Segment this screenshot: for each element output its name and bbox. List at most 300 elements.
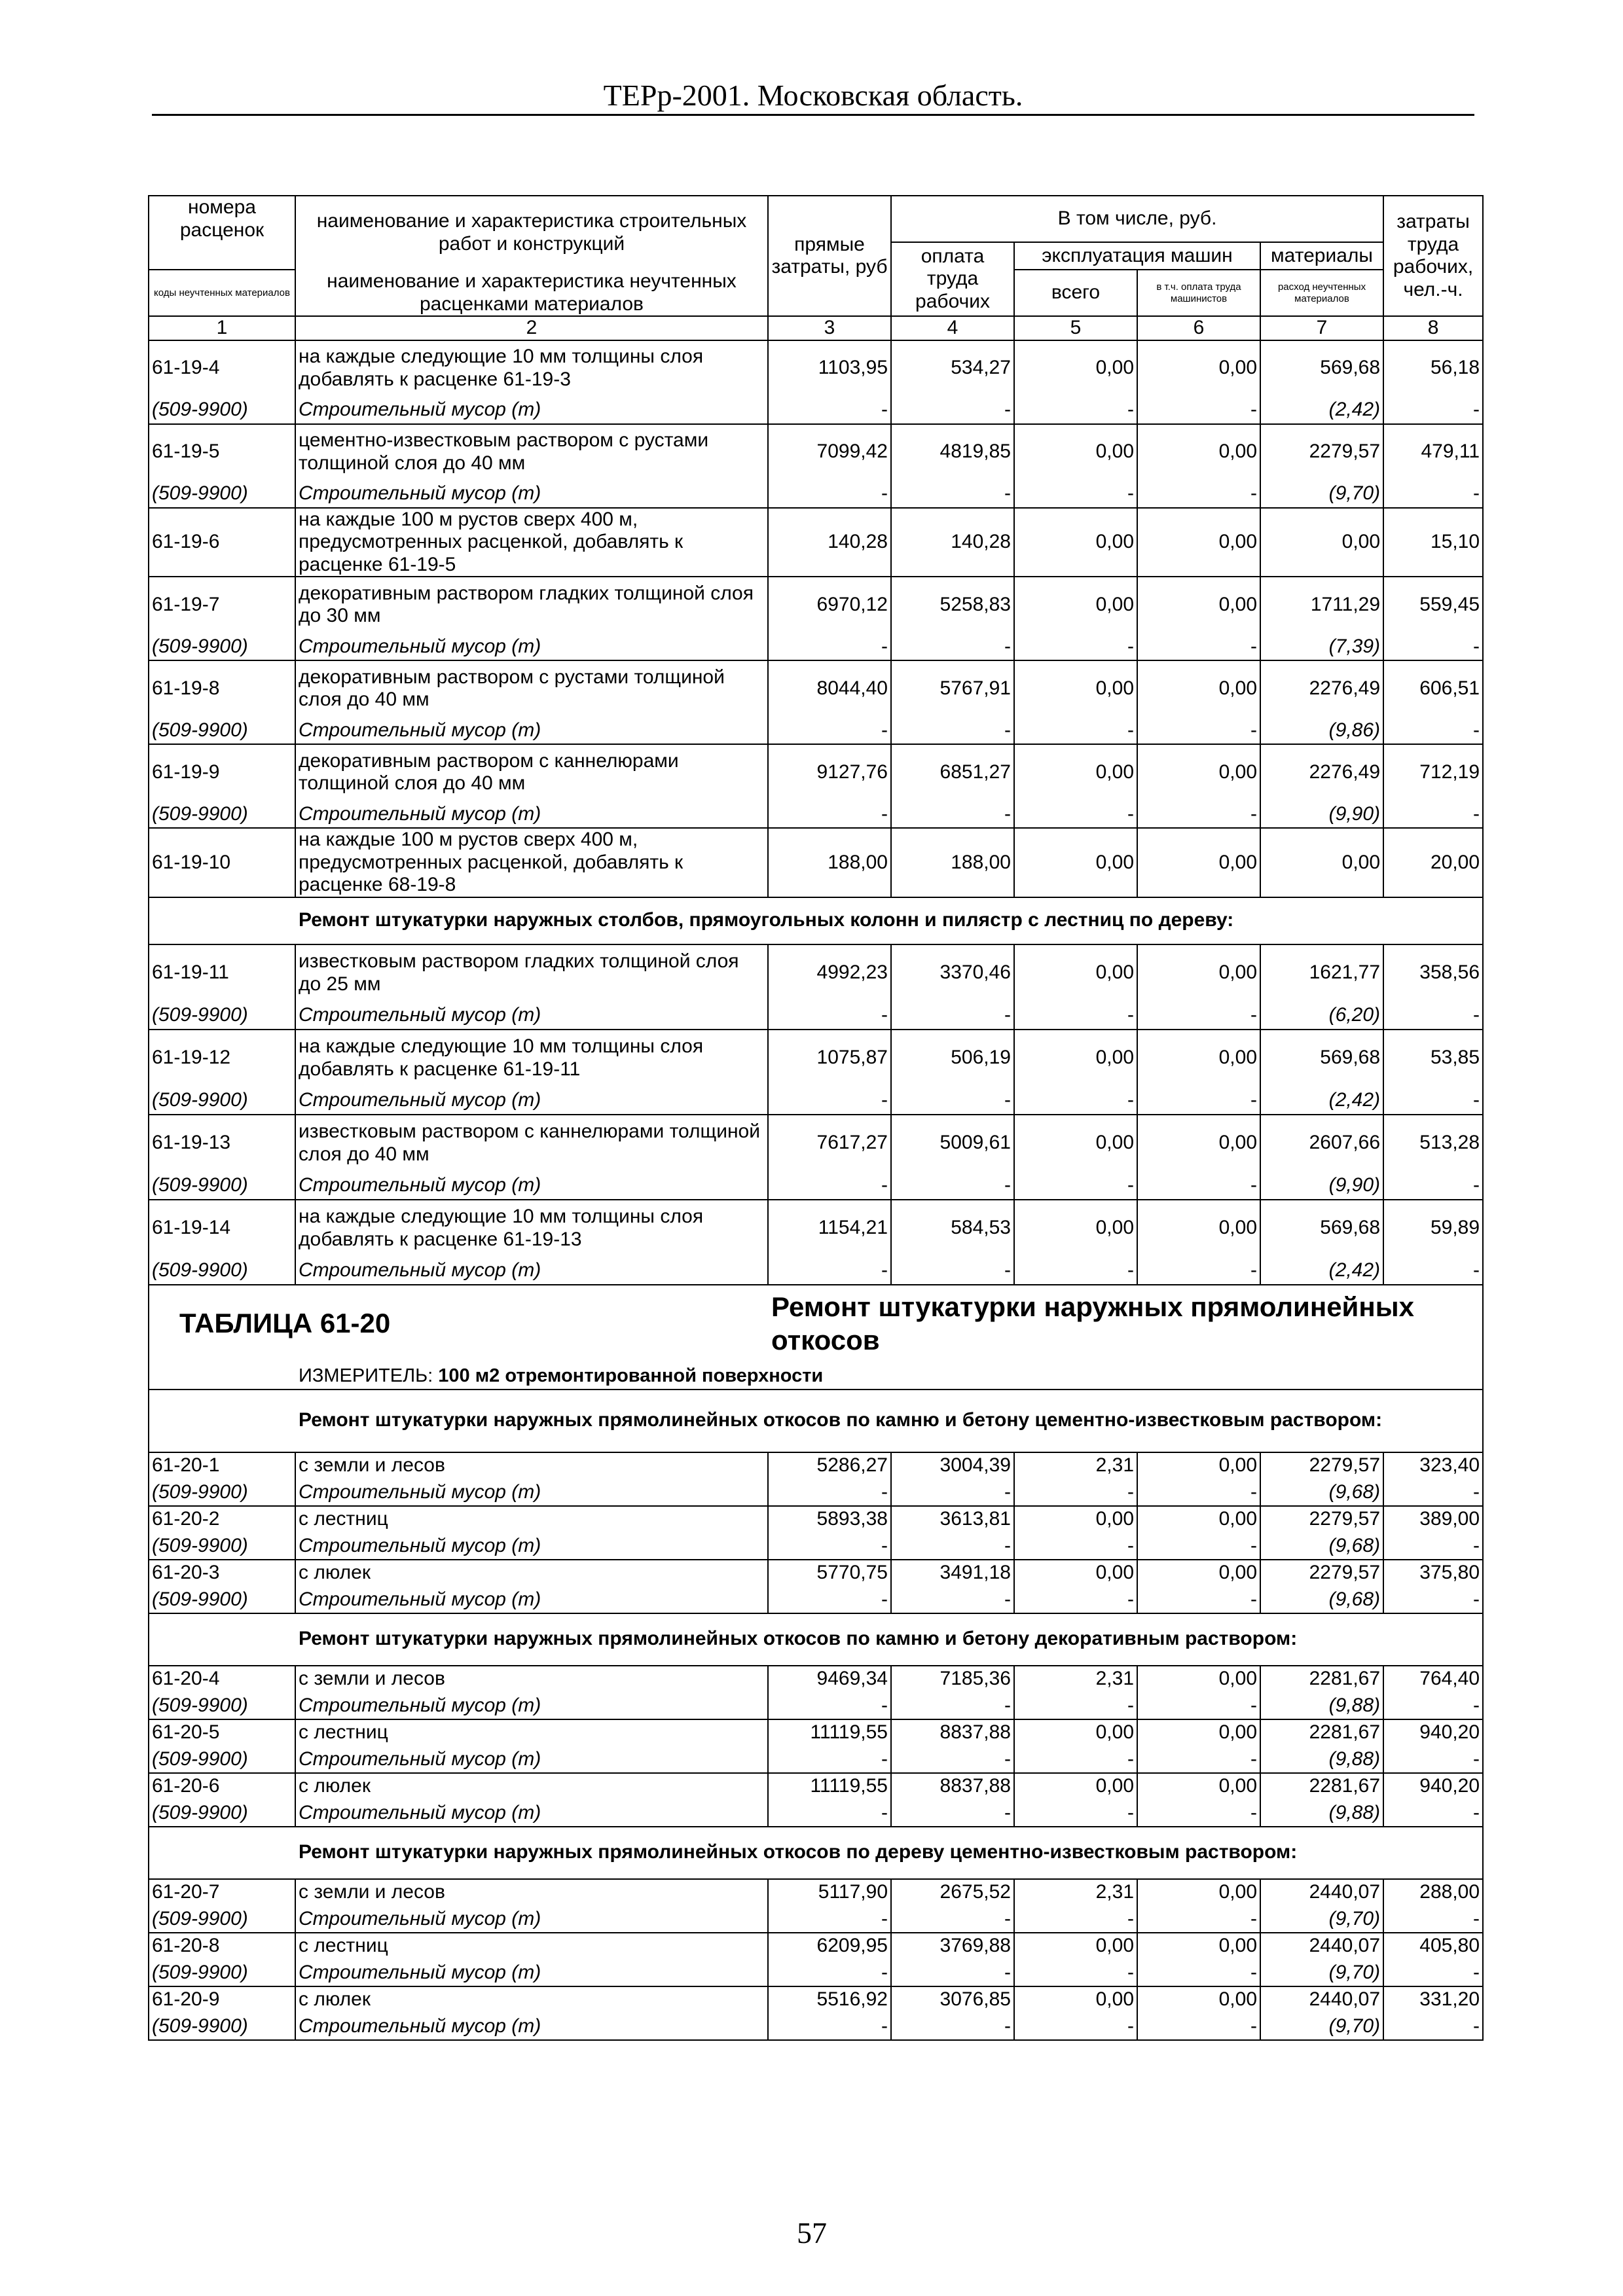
- value-cell: -: [891, 1960, 1014, 1986]
- value-cell: 140,28: [768, 508, 891, 577]
- value-cell: -: [768, 1087, 891, 1115]
- value-cell: 2279,57: [1260, 1452, 1383, 1479]
- value-cell: (9,90): [1260, 800, 1383, 828]
- rate-code: 61-20-1: [149, 1452, 295, 1479]
- work-name: Строительный мусор (т): [295, 800, 768, 828]
- value-cell: 288,00: [1383, 1879, 1483, 1906]
- table-row: [149, 1879, 1483, 1906]
- rate-code: (509-9900): [149, 1257, 295, 1285]
- work-name: декоративным раствором с рустами толщиной слоя до 40 мм: [295, 660, 768, 717]
- measure-label: ИЗМЕРИТЕЛЬ:: [299, 1365, 439, 1386]
- table-row: [149, 944, 1483, 1002]
- value-cell: 2,31: [1014, 1452, 1137, 1479]
- work-name: Строительный мусор (т): [295, 1960, 768, 1986]
- table-row: [149, 1773, 1483, 1800]
- work-name: Строительный мусор (т): [295, 717, 768, 744]
- rate-code: 61-19-14: [149, 1200, 295, 1257]
- value-cell: 8837,88: [891, 1719, 1014, 1746]
- value-cell: (9,70): [1260, 1906, 1383, 1933]
- value-cell: -: [1137, 1172, 1260, 1200]
- work-name: Строительный мусор (т): [295, 1800, 768, 1827]
- table-description: Ремонт штукатурки наружных прямолинейных откосов: [768, 1285, 1483, 1363]
- value-cell: 3769,88: [891, 1933, 1014, 1960]
- value-cell: -: [1383, 1906, 1483, 1933]
- value-cell: 559,45: [1383, 577, 1483, 633]
- value-cell: -: [768, 1479, 891, 1506]
- work-name: Строительный мусор (т): [295, 1087, 768, 1115]
- value-cell: -: [891, 1587, 1014, 1613]
- value-cell: -: [1383, 397, 1483, 424]
- value-cell: -: [891, 2013, 1014, 2040]
- header-code: [149, 196, 295, 242]
- value-cell: -: [1383, 2013, 1483, 2040]
- value-cell: 0,00: [1137, 424, 1260, 480]
- value-cell: 0,00: [1014, 508, 1137, 577]
- value-cell: 0,00: [1014, 1773, 1137, 1800]
- table-row: [149, 1560, 1483, 1587]
- value-cell: -: [1014, 1087, 1137, 1115]
- value-cell: 0,00: [1137, 1773, 1260, 1800]
- value-cell: 53,85: [1383, 1030, 1483, 1087]
- value-cell: -: [891, 1257, 1014, 1285]
- work-name: известковым раствором гладких толщиной слоя до 25 мм: [295, 944, 768, 1002]
- column-number: 8: [1383, 316, 1483, 340]
- value-cell: -: [1137, 1800, 1260, 1827]
- value-cell: 0,00: [1014, 1115, 1137, 1172]
- value-cell: -: [768, 1800, 891, 1827]
- value-cell: -: [891, 1087, 1014, 1115]
- value-cell: 3370,46: [891, 944, 1014, 1002]
- work-name: Строительный мусор (т): [295, 1533, 768, 1560]
- value-cell: 1103,95: [768, 340, 891, 397]
- value-cell: 0,00: [1137, 1933, 1260, 1960]
- section-blank: [149, 1390, 295, 1452]
- measure-text: [295, 1363, 1483, 1390]
- column-number: 7: [1260, 316, 1383, 340]
- value-cell: 331,20: [1383, 1986, 1483, 2013]
- page-header: ТЕРр-2001. Московская область.: [152, 77, 1474, 116]
- material-row: [149, 1960, 1483, 1986]
- value-cell: (9,88): [1260, 1693, 1383, 1719]
- value-cell: 0,00: [1137, 1200, 1260, 1257]
- rate-code: (509-9900): [149, 480, 295, 508]
- value-cell: 0,00: [1014, 1030, 1137, 1087]
- value-cell: 712,19: [1383, 744, 1483, 800]
- rate-code: (509-9900): [149, 1172, 295, 1200]
- value-cell: (9,68): [1260, 1479, 1383, 1506]
- value-cell: (9,70): [1260, 2013, 1383, 2040]
- work-name: с лестниц: [295, 1719, 768, 1746]
- material-row: [149, 633, 1483, 660]
- column-number: 5: [1014, 316, 1137, 340]
- value-cell: 8837,88: [891, 1773, 1014, 1800]
- value-cell: 2279,57: [1260, 424, 1383, 480]
- work-name: Строительный мусор (т): [295, 633, 768, 660]
- value-cell: 323,40: [1383, 1452, 1483, 1479]
- value-cell: -: [1014, 717, 1137, 744]
- section-blank: [149, 1827, 295, 1879]
- section-blank: [149, 1613, 295, 1666]
- value-cell: (2,42): [1260, 397, 1383, 424]
- value-cell: -: [768, 1533, 891, 1560]
- value-cell: 5767,91: [891, 660, 1014, 717]
- value-cell: 2440,07: [1260, 1933, 1383, 1960]
- header-machines-total: всего: [1014, 270, 1137, 316]
- value-cell: 5286,27: [768, 1452, 891, 1479]
- value-cell: -: [891, 717, 1014, 744]
- value-cell: 5258,83: [891, 577, 1014, 633]
- table-row: [149, 1933, 1483, 1960]
- header-materials-sub: расход неучтенных материалов: [1260, 270, 1383, 316]
- rate-code: (509-9900): [149, 1479, 295, 1506]
- value-cell: -: [1383, 1960, 1483, 1986]
- value-cell: 584,53: [891, 1200, 1014, 1257]
- value-cell: 569,68: [1260, 1030, 1383, 1087]
- value-cell: 0,00: [1137, 1030, 1260, 1087]
- value-cell: -: [891, 1002, 1014, 1030]
- value-cell: -: [891, 1533, 1014, 1560]
- value-cell: 188,00: [768, 828, 891, 897]
- header-code-label: номера расценок: [179, 196, 264, 241]
- work-name: с люлек: [295, 1560, 768, 1587]
- rate-code: 61-19-13: [149, 1115, 295, 1172]
- value-cell: 5893,38: [768, 1506, 891, 1533]
- value-cell: 1621,77: [1260, 944, 1383, 1002]
- value-cell: 0,00: [1014, 660, 1137, 717]
- value-cell: 7617,27: [768, 1115, 891, 1172]
- value-cell: -: [1383, 717, 1483, 744]
- measure-value: 100 м2 отремонтированной поверхности: [438, 1365, 824, 1386]
- value-cell: -: [891, 1746, 1014, 1773]
- value-cell: 0,00: [1014, 424, 1137, 480]
- value-cell: -: [1383, 800, 1483, 828]
- value-cell: -: [1014, 1800, 1137, 1827]
- value-cell: -: [768, 480, 891, 508]
- value-cell: -: [1137, 1906, 1260, 1933]
- value-cell: 2,31: [1014, 1666, 1137, 1693]
- value-cell: 0,00: [1137, 1666, 1260, 1693]
- value-cell: 2276,49: [1260, 660, 1383, 717]
- table-row: [149, 1115, 1483, 1172]
- value-cell: 0,00: [1014, 744, 1137, 800]
- value-cell: -: [768, 397, 891, 424]
- value-cell: 9127,76: [768, 744, 891, 800]
- value-cell: 0,00: [1014, 1560, 1137, 1587]
- value-cell: -: [768, 633, 891, 660]
- rate-code: 61-20-2: [149, 1506, 295, 1533]
- rate-code: 61-19-10: [149, 828, 295, 897]
- rate-code: (509-9900): [149, 1693, 295, 1719]
- value-cell: (9,88): [1260, 1746, 1383, 1773]
- value-cell: 1154,21: [768, 1200, 891, 1257]
- table-body: [149, 196, 1483, 2040]
- value-cell: -: [891, 633, 1014, 660]
- value-cell: 0,00: [1137, 744, 1260, 800]
- measure-row: [149, 1363, 1483, 1390]
- value-cell: -: [1014, 1172, 1137, 1200]
- work-name: Строительный мусор (т): [295, 1002, 768, 1030]
- value-cell: -: [1014, 1746, 1137, 1773]
- value-cell: 1711,29: [1260, 577, 1383, 633]
- value-cell: 4819,85: [891, 424, 1014, 480]
- work-name: на каждые 100 м рустов сверх 400 м, предусмотренных расценкой, добавлять к расценке 68-19-8: [295, 828, 768, 897]
- material-row: [149, 480, 1483, 508]
- rate-code: (509-9900): [149, 633, 295, 660]
- table-row: [149, 577, 1483, 633]
- value-cell: -: [768, 1746, 891, 1773]
- value-cell: 389,00: [1383, 1506, 1483, 1533]
- work-name: Строительный мусор (т): [295, 1479, 768, 1506]
- value-cell: 5770,75: [768, 1560, 891, 1587]
- work-name: Строительный мусор (т): [295, 1587, 768, 1613]
- value-cell: 3076,85: [891, 1986, 1014, 2013]
- value-cell: -: [1383, 633, 1483, 660]
- material-row: [149, 1172, 1483, 1200]
- value-cell: 0,00: [1137, 1719, 1260, 1746]
- value-cell: (9,68): [1260, 1587, 1383, 1613]
- section-heading: Ремонт штукатурки наружных прямолинейных откосов по камню и бетону декоративным раствором:: [295, 1613, 1483, 1666]
- table-row: [149, 1452, 1483, 1479]
- header-labor-pay: оплата труда рабочих: [891, 242, 1014, 316]
- value-cell: 2675,52: [891, 1879, 1014, 1906]
- value-cell: -: [1383, 1479, 1483, 1506]
- material-row: [149, 1479, 1483, 1506]
- table-row: [149, 424, 1483, 480]
- work-name: декоративным раствором с каннелюрами толщиной слоя до 40 мм: [295, 744, 768, 800]
- value-cell: -: [1383, 1257, 1483, 1285]
- page-number: 57: [797, 2216, 827, 2250]
- rate-code: (509-9900): [149, 2013, 295, 2040]
- section-heading-row: [149, 1613, 1483, 1666]
- value-cell: 140,28: [891, 508, 1014, 577]
- value-cell: 534,27: [891, 340, 1014, 397]
- table-row: [149, 340, 1483, 397]
- value-cell: 5009,61: [891, 1115, 1014, 1172]
- value-cell: -: [891, 1479, 1014, 1506]
- rate-code: (509-9900): [149, 1087, 295, 1115]
- value-cell: -: [768, 1906, 891, 1933]
- value-cell: -: [891, 1172, 1014, 1200]
- value-cell: 0,00: [1137, 828, 1260, 897]
- value-cell: -: [1137, 2013, 1260, 2040]
- rate-code: (509-9900): [149, 1002, 295, 1030]
- value-cell: 358,56: [1383, 944, 1483, 1002]
- column-number: 6: [1137, 316, 1260, 340]
- rate-code: (509-9900): [149, 800, 295, 828]
- work-name: с земли и лесов: [295, 1452, 768, 1479]
- rate-code: 61-19-11: [149, 944, 295, 1002]
- work-name: Строительный мусор (т): [295, 480, 768, 508]
- value-cell: 1075,87: [768, 1030, 891, 1087]
- header-name-sub: наименование и характеристика неучтенных расценками материалов: [295, 270, 768, 316]
- work-name: Строительный мусор (т): [295, 1172, 768, 1200]
- value-cell: 0,00: [1014, 1719, 1137, 1746]
- value-cell: -: [1014, 1906, 1137, 1933]
- value-cell: 0,00: [1014, 1933, 1137, 1960]
- value-cell: -: [768, 800, 891, 828]
- rate-code: 61-20-9: [149, 1986, 295, 2013]
- rate-code: (509-9900): [149, 1960, 295, 1986]
- section-heading: Ремонт штукатурки наружных прямолинейных откосов по дереву цементно-известковым раствором:: [295, 1827, 1483, 1879]
- value-cell: -: [1137, 1587, 1260, 1613]
- value-cell: 56,18: [1383, 340, 1483, 397]
- value-cell: -: [1014, 397, 1137, 424]
- value-cell: -: [1137, 1960, 1260, 1986]
- value-cell: -: [1014, 1479, 1137, 1506]
- value-cell: -: [1383, 1172, 1483, 1200]
- value-cell: 0,00: [1014, 944, 1137, 1002]
- value-cell: 940,20: [1383, 1773, 1483, 1800]
- value-cell: 506,19: [891, 1030, 1014, 1087]
- material-row: [149, 1002, 1483, 1030]
- value-cell: -: [891, 1800, 1014, 1827]
- value-cell: -: [891, 1906, 1014, 1933]
- header-machinist-pay: в т.ч. оплата труда машинистов: [1137, 270, 1260, 316]
- header-code-cont: [149, 242, 295, 270]
- section-heading-row: [149, 1827, 1483, 1879]
- rate-code: 61-19-5: [149, 424, 295, 480]
- material-row: [149, 1746, 1483, 1773]
- table-row: [149, 1200, 1483, 1257]
- table-row: [149, 1506, 1483, 1533]
- value-cell: -: [1014, 1587, 1137, 1613]
- value-cell: -: [891, 800, 1014, 828]
- table-row: [149, 508, 1483, 577]
- material-row: [149, 397, 1483, 424]
- value-cell: -: [768, 717, 891, 744]
- header-direct-costs: прямые затраты, руб: [768, 196, 891, 316]
- material-row: [149, 1693, 1483, 1719]
- value-cell: 0,00: [1014, 1200, 1137, 1257]
- work-name: декоративным раствором гладких толщиной слоя до 30 мм: [295, 577, 768, 633]
- material-row: [149, 1800, 1483, 1827]
- value-cell: -: [1137, 1693, 1260, 1719]
- value-cell: 0,00: [1137, 1506, 1260, 1533]
- value-cell: 569,68: [1260, 340, 1383, 397]
- work-name: на каждые 100 м рустов сверх 400 м, предусмотренных расценкой, добавлять к расценке 61-19-5: [295, 508, 768, 577]
- work-name: с земли и лесов: [295, 1879, 768, 1906]
- rate-code: 61-19-9: [149, 744, 295, 800]
- value-cell: -: [1014, 1693, 1137, 1719]
- work-name: цементно-известковым раствором с рустами толщиной слоя до 40 мм: [295, 424, 768, 480]
- value-cell: 2279,57: [1260, 1506, 1383, 1533]
- rate-code: (509-9900): [149, 1800, 295, 1827]
- value-cell: -: [1137, 717, 1260, 744]
- value-cell: -: [1014, 2013, 1137, 2040]
- value-cell: 0,00: [1137, 1452, 1260, 1479]
- rate-code: 61-19-12: [149, 1030, 295, 1087]
- work-name: Строительный мусор (т): [295, 1257, 768, 1285]
- value-cell: 764,40: [1383, 1666, 1483, 1693]
- header-row: [149, 196, 1483, 242]
- header-name: наименование и характеристика строительных работ и конструкций: [295, 196, 768, 270]
- value-cell: 0,00: [1014, 340, 1137, 397]
- value-cell: -: [1014, 1002, 1137, 1030]
- rate-code: (509-9900): [149, 1906, 295, 1933]
- table-row: [149, 744, 1483, 800]
- rate-code: (509-9900): [149, 1746, 295, 1773]
- work-name: Строительный мусор (т): [295, 2013, 768, 2040]
- value-cell: 0,00: [1137, 1560, 1260, 1587]
- value-cell: -: [1014, 1960, 1137, 1986]
- material-row: [149, 1257, 1483, 1285]
- value-cell: (9,70): [1260, 480, 1383, 508]
- value-cell: -: [891, 1693, 1014, 1719]
- rate-code: (509-9900): [149, 717, 295, 744]
- table-row: [149, 1719, 1483, 1746]
- work-name: с лестниц: [295, 1933, 768, 1960]
- rate-code: 61-19-7: [149, 577, 295, 633]
- rate-code: (509-9900): [149, 1533, 295, 1560]
- value-cell: -: [1383, 1693, 1483, 1719]
- value-cell: -: [768, 1257, 891, 1285]
- value-cell: -: [768, 2013, 891, 2040]
- header-including: В том числе, руб.: [891, 196, 1383, 242]
- value-cell: -: [1137, 1746, 1260, 1773]
- value-cell: (2,42): [1260, 1257, 1383, 1285]
- value-cell: 0,00: [1137, 340, 1260, 397]
- section-heading-row: [149, 897, 1483, 944]
- material-row: [149, 717, 1483, 744]
- work-name: известковым раствором с каннелюрами толщиной слоя до 40 мм: [295, 1115, 768, 1172]
- header-machines: эксплуатация машин: [1014, 242, 1260, 270]
- rate-code: 61-19-6: [149, 508, 295, 577]
- value-cell: -: [1137, 1257, 1260, 1285]
- value-cell: 7185,36: [891, 1666, 1014, 1693]
- measure-blank: [149, 1363, 295, 1390]
- price-table: [148, 195, 1484, 2041]
- value-cell: -: [768, 1693, 891, 1719]
- value-cell: 0,00: [1137, 1115, 1260, 1172]
- value-cell: 5117,90: [768, 1879, 891, 1906]
- header-materials: материалы: [1260, 242, 1383, 270]
- rate-code: 61-20-3: [149, 1560, 295, 1587]
- value-cell: 2,31: [1014, 1879, 1137, 1906]
- value-cell: 606,51: [1383, 660, 1483, 717]
- value-cell: 0,00: [1137, 1879, 1260, 1906]
- material-row: [149, 1587, 1483, 1613]
- value-cell: -: [1137, 1533, 1260, 1560]
- rate-code: 61-20-8: [149, 1933, 295, 1960]
- value-cell: 0,00: [1260, 508, 1383, 577]
- value-cell: 6970,12: [768, 577, 891, 633]
- value-cell: -: [1383, 480, 1483, 508]
- table-row: [149, 828, 1483, 897]
- value-cell: -: [768, 1172, 891, 1200]
- work-name: с земли и лесов: [295, 1666, 768, 1693]
- rate-code: 61-20-4: [149, 1666, 295, 1693]
- table-title-row: [149, 1285, 1483, 1363]
- material-row: [149, 1906, 1483, 1933]
- value-cell: 405,80: [1383, 1933, 1483, 1960]
- value-cell: -: [891, 397, 1014, 424]
- rate-code: 61-20-7: [149, 1879, 295, 1906]
- table-row: [149, 1666, 1483, 1693]
- value-cell: -: [1137, 1087, 1260, 1115]
- value-cell: (9,86): [1260, 717, 1383, 744]
- rate-code: 61-20-6: [149, 1773, 295, 1800]
- work-name: Строительный мусор (т): [295, 1746, 768, 1773]
- value-cell: 8044,40: [768, 660, 891, 717]
- value-cell: 0,00: [1137, 1986, 1260, 2013]
- work-name: Строительный мусор (т): [295, 397, 768, 424]
- value-cell: -: [1383, 1087, 1483, 1115]
- value-cell: 2281,67: [1260, 1666, 1383, 1693]
- value-cell: -: [1137, 480, 1260, 508]
- work-name: на каждые следующие 10 мм толщины слоя добавлять к расценке 61-19-3: [295, 340, 768, 397]
- value-cell: -: [768, 1587, 891, 1613]
- value-cell: -: [1137, 397, 1260, 424]
